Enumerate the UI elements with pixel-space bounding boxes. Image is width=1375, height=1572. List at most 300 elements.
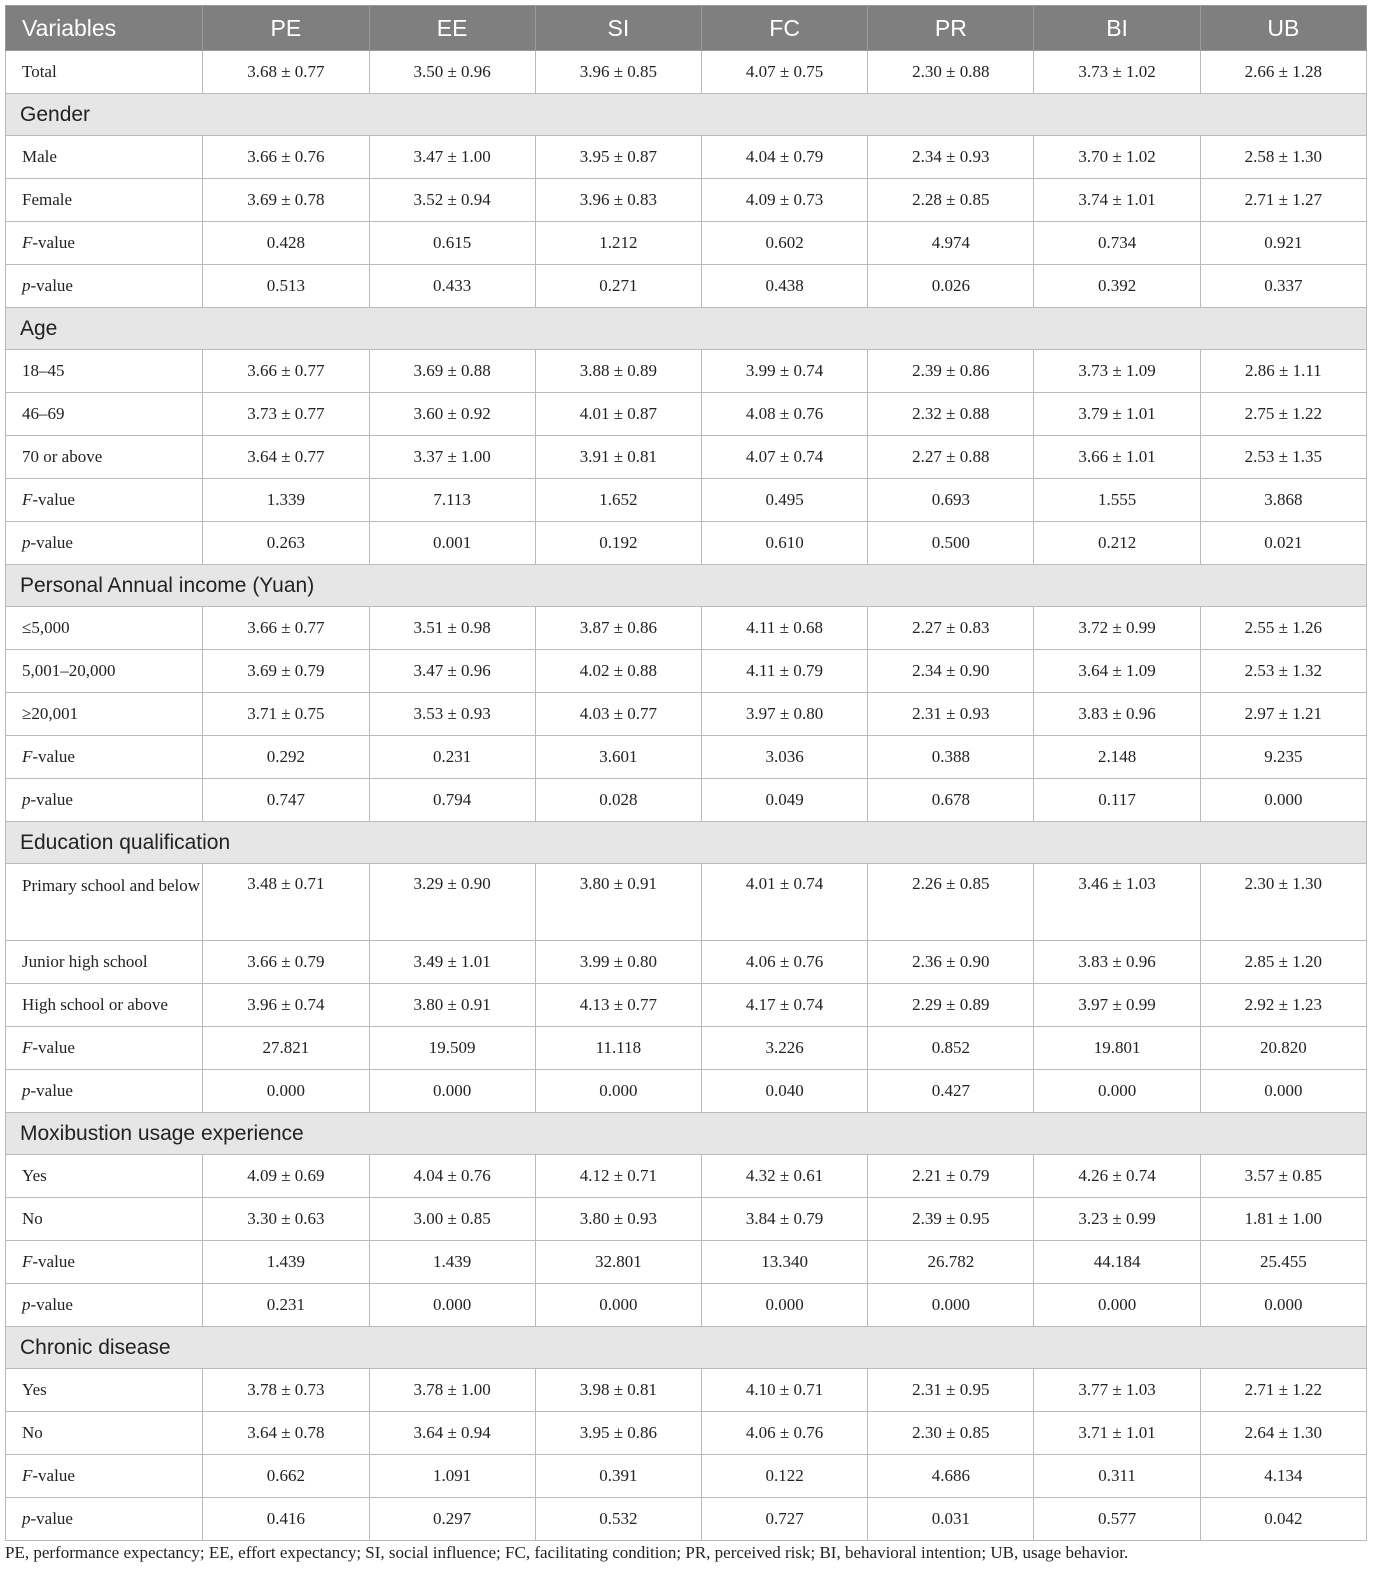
- cell-pr: 2.31 ± 0.95: [868, 1369, 1034, 1412]
- cell-ub: 3.868: [1200, 479, 1366, 522]
- table-row: [6, 436, 1367, 479]
- cell-pr: 0.388: [868, 736, 1034, 779]
- cell-si: 3.98 ± 0.81: [535, 1369, 701, 1412]
- cell-pe: 1.439: [203, 1241, 369, 1284]
- cell-ub: 2.85 ± 1.20: [1200, 941, 1366, 984]
- cell-ub: 2.71 ± 1.22: [1200, 1369, 1366, 1412]
- cell-bi: 3.83 ± 0.96: [1034, 693, 1200, 736]
- cell-pe: 3.69 ± 0.79: [203, 650, 369, 693]
- cell-ee: 3.37 ± 1.00: [369, 436, 535, 479]
- cell-ub: 1.81 ± 1.00: [1200, 1198, 1366, 1241]
- row-label: [6, 522, 203, 565]
- stat-symbol: p: [22, 1081, 31, 1100]
- row-label: [6, 1027, 203, 1070]
- stat-suffix: -value: [30, 533, 73, 552]
- table-row: [6, 393, 1367, 436]
- cell-ub: 2.86 ± 1.11: [1200, 350, 1366, 393]
- row-label: 18–45: [6, 350, 203, 393]
- cell-pe: 3.69 ± 0.78: [203, 179, 369, 222]
- section-title: Personal Annual income (Yuan): [6, 565, 1367, 607]
- cell-pr: 2.34 ± 0.90: [868, 650, 1034, 693]
- cell-ub: 2.30 ± 1.30: [1200, 864, 1366, 941]
- cell-pe: 0.662: [203, 1455, 369, 1498]
- stat-symbol: p: [22, 533, 31, 552]
- cell-fc: 0.049: [701, 779, 867, 822]
- stat-suffix: -value: [30, 276, 73, 295]
- cell-fc: 3.036: [701, 736, 867, 779]
- section-row: [6, 822, 1367, 864]
- cell-pr: 2.30 ± 0.85: [868, 1412, 1034, 1455]
- cell-pr: 0.678: [868, 779, 1034, 822]
- cell-pe: 27.821: [203, 1027, 369, 1070]
- table-body: [6, 51, 1367, 1541]
- cell-ub: 2.71 ± 1.27: [1200, 179, 1366, 222]
- row-label: [6, 1284, 203, 1327]
- cell-pe: 3.30 ± 0.63: [203, 1198, 369, 1241]
- header-ub: UB: [1200, 6, 1366, 51]
- table-row: [6, 51, 1367, 94]
- cell-pe: 0.513: [203, 265, 369, 308]
- cell-fc: 4.09 ± 0.73: [701, 179, 867, 222]
- table-row: [6, 607, 1367, 650]
- cell-ub: 0.921: [1200, 222, 1366, 265]
- stat-suffix: -value: [30, 1081, 73, 1100]
- section-title: Age: [6, 308, 1367, 350]
- row-label: Primary school and below: [6, 864, 203, 941]
- cell-bi: 3.77 ± 1.03: [1034, 1369, 1200, 1412]
- header-pe: PE: [203, 6, 369, 51]
- row-label: Female: [6, 179, 203, 222]
- cell-pr: 2.34 ± 0.93: [868, 136, 1034, 179]
- section-row: [6, 1327, 1367, 1369]
- cell-ee: 3.80 ± 0.91: [369, 984, 535, 1027]
- header-bi: BI: [1034, 6, 1200, 51]
- row-label: [6, 265, 203, 308]
- cell-pr: 0.427: [868, 1070, 1034, 1113]
- cell-ub: 3.57 ± 0.85: [1200, 1155, 1366, 1198]
- cell-bi: 0.000: [1034, 1070, 1200, 1113]
- cell-si: 4.01 ± 0.87: [535, 393, 701, 436]
- cell-si: 3.80 ± 0.91: [535, 864, 701, 941]
- header-si: SI: [535, 6, 701, 51]
- cell-ee: 3.78 ± 1.00: [369, 1369, 535, 1412]
- cell-fc: 3.97 ± 0.80: [701, 693, 867, 736]
- cell-fc: 0.040: [701, 1070, 867, 1113]
- cell-si: 4.13 ± 0.77: [535, 984, 701, 1027]
- cell-bi: 0.311: [1034, 1455, 1200, 1498]
- row-label: No: [6, 1198, 203, 1241]
- cell-bi: 0.577: [1034, 1498, 1200, 1541]
- table-row: [6, 222, 1367, 265]
- cell-pr: 2.26 ± 0.85: [868, 864, 1034, 941]
- stat-suffix: -value: [32, 490, 75, 509]
- cell-ub: 0.021: [1200, 522, 1366, 565]
- cell-bi: 0.212: [1034, 522, 1200, 565]
- cell-ee: 7.113: [369, 479, 535, 522]
- statistics-table: [5, 5, 1367, 1541]
- cell-pe: 0.263: [203, 522, 369, 565]
- cell-ee: 3.49 ± 1.01: [369, 941, 535, 984]
- table-header: [6, 6, 1367, 51]
- cell-bi: 0.734: [1034, 222, 1200, 265]
- cell-pe: 1.339: [203, 479, 369, 522]
- table-row: [6, 1070, 1367, 1113]
- cell-fc: 0.610: [701, 522, 867, 565]
- cell-pe: 3.73 ± 0.77: [203, 393, 369, 436]
- cell-ub: 0.000: [1200, 1070, 1366, 1113]
- row-label: Total: [6, 51, 203, 94]
- cell-si: 0.192: [535, 522, 701, 565]
- cell-pe: 4.09 ± 0.69: [203, 1155, 369, 1198]
- cell-bi: 0.000: [1034, 1284, 1200, 1327]
- table-row: [6, 350, 1367, 393]
- cell-fc: 4.06 ± 0.76: [701, 941, 867, 984]
- header-fc: FC: [701, 6, 867, 51]
- cell-si: 0.000: [535, 1070, 701, 1113]
- cell-pe: 0.747: [203, 779, 369, 822]
- table-row: [6, 1369, 1367, 1412]
- cell-bi: 44.184: [1034, 1241, 1200, 1284]
- cell-fc: 13.340: [701, 1241, 867, 1284]
- table-row: [6, 1412, 1367, 1455]
- cell-fc: 4.11 ± 0.68: [701, 607, 867, 650]
- row-label: Yes: [6, 1155, 203, 1198]
- cell-ee: 0.297: [369, 1498, 535, 1541]
- cell-pe: 3.78 ± 0.73: [203, 1369, 369, 1412]
- cell-ee: 0.001: [369, 522, 535, 565]
- cell-ee: 1.091: [369, 1455, 535, 1498]
- cell-ee: 3.50 ± 0.96: [369, 51, 535, 94]
- cell-ub: 2.55 ± 1.26: [1200, 607, 1366, 650]
- cell-bi: 0.392: [1034, 265, 1200, 308]
- table-row: [6, 864, 1367, 941]
- cell-pr: 2.31 ± 0.93: [868, 693, 1034, 736]
- stat-suffix: -value: [30, 1509, 73, 1528]
- cell-pe: 3.71 ± 0.75: [203, 693, 369, 736]
- cell-si: 0.532: [535, 1498, 701, 1541]
- cell-ee: 3.53 ± 0.93: [369, 693, 535, 736]
- cell-ee: 0.794: [369, 779, 535, 822]
- cell-si: 11.118: [535, 1027, 701, 1070]
- cell-bi: 2.148: [1034, 736, 1200, 779]
- cell-ee: 19.509: [369, 1027, 535, 1070]
- row-label: [6, 1455, 203, 1498]
- cell-pe: 3.64 ± 0.78: [203, 1412, 369, 1455]
- cell-pr: 2.21 ± 0.79: [868, 1155, 1034, 1198]
- cell-si: 3.95 ± 0.87: [535, 136, 701, 179]
- cell-pe: 3.66 ± 0.77: [203, 350, 369, 393]
- cell-ub: 2.64 ± 1.30: [1200, 1412, 1366, 1455]
- cell-si: 1.652: [535, 479, 701, 522]
- cell-pe: 3.96 ± 0.74: [203, 984, 369, 1027]
- cell-bi: 3.73 ± 1.09: [1034, 350, 1200, 393]
- table-row: [6, 179, 1367, 222]
- cell-fc: 4.10 ± 0.71: [701, 1369, 867, 1412]
- cell-pr: 4.686: [868, 1455, 1034, 1498]
- cell-si: 3.80 ± 0.93: [535, 1198, 701, 1241]
- cell-si: 0.271: [535, 265, 701, 308]
- row-label: [6, 1498, 203, 1541]
- cell-fc: 4.32 ± 0.61: [701, 1155, 867, 1198]
- cell-fc: 4.01 ± 0.74: [701, 864, 867, 941]
- cell-ee: 4.04 ± 0.76: [369, 1155, 535, 1198]
- cell-bi: 3.74 ± 1.01: [1034, 179, 1200, 222]
- section-row: [6, 308, 1367, 350]
- cell-ub: 4.134: [1200, 1455, 1366, 1498]
- cell-fc: 0.438: [701, 265, 867, 308]
- header-ee: EE: [369, 6, 535, 51]
- cell-pe: 0.416: [203, 1498, 369, 1541]
- cell-fc: 4.06 ± 0.76: [701, 1412, 867, 1455]
- stat-symbol: p: [22, 1295, 31, 1314]
- cell-ub: 2.58 ± 1.30: [1200, 136, 1366, 179]
- cell-fc: 3.99 ± 0.74: [701, 350, 867, 393]
- cell-fc: 0.122: [701, 1455, 867, 1498]
- cell-si: 3.88 ± 0.89: [535, 350, 701, 393]
- cell-ub: 0.000: [1200, 779, 1366, 822]
- cell-ee: 3.47 ± 1.00: [369, 136, 535, 179]
- row-label: Junior high school: [6, 941, 203, 984]
- cell-pr: 2.27 ± 0.83: [868, 607, 1034, 650]
- cell-si: 4.03 ± 0.77: [535, 693, 701, 736]
- header-row: [6, 6, 1367, 51]
- cell-pr: 2.32 ± 0.88: [868, 393, 1034, 436]
- table-footnote: PE, performance expectancy; EE, effort expectancy; SI, social influence; FC, facilitating condition; PR, perceived risk; BI, behavioral intention; UB, usage behavior.: [5, 1543, 1129, 1562]
- cell-fc: 4.08 ± 0.76: [701, 393, 867, 436]
- stat-symbol: F: [22, 1466, 33, 1485]
- cell-ub: 2.53 ± 1.32: [1200, 650, 1366, 693]
- cell-fc: 4.07 ± 0.75: [701, 51, 867, 94]
- row-label: [6, 1241, 203, 1284]
- cell-si: 32.801: [535, 1241, 701, 1284]
- cell-pe: 3.64 ± 0.77: [203, 436, 369, 479]
- row-label: 70 or above: [6, 436, 203, 479]
- stat-symbol: p: [22, 276, 31, 295]
- cell-si: 3.96 ± 0.83: [535, 179, 701, 222]
- cell-si: 0.028: [535, 779, 701, 822]
- cell-fc: 0.602: [701, 222, 867, 265]
- stat-symbol: F: [22, 1038, 33, 1057]
- cell-si: 3.95 ± 0.86: [535, 1412, 701, 1455]
- cell-si: 3.87 ± 0.86: [535, 607, 701, 650]
- cell-ub: 2.75 ± 1.22: [1200, 393, 1366, 436]
- cell-fc: 0.495: [701, 479, 867, 522]
- cell-pr: 0.852: [868, 1027, 1034, 1070]
- table-row: [6, 522, 1367, 565]
- cell-bi: 3.70 ± 1.02: [1034, 136, 1200, 179]
- cell-ee: 3.52 ± 0.94: [369, 179, 535, 222]
- cell-ub: 20.820: [1200, 1027, 1366, 1070]
- section-title: Gender: [6, 94, 1367, 136]
- cell-ub: 2.66 ± 1.28: [1200, 51, 1366, 94]
- cell-si: 1.212: [535, 222, 701, 265]
- cell-bi: 0.117: [1034, 779, 1200, 822]
- row-label: [6, 1070, 203, 1113]
- cell-bi: 3.97 ± 0.99: [1034, 984, 1200, 1027]
- stat-suffix: -value: [32, 233, 75, 252]
- cell-fc: 3.226: [701, 1027, 867, 1070]
- cell-ee: 3.69 ± 0.88: [369, 350, 535, 393]
- section-title: Education qualification: [6, 822, 1367, 864]
- row-label: ≤5,000: [6, 607, 203, 650]
- cell-si: 4.12 ± 0.71: [535, 1155, 701, 1198]
- table-row: [6, 779, 1367, 822]
- table-row: [6, 1241, 1367, 1284]
- cell-ub: 0.337: [1200, 265, 1366, 308]
- cell-bi: 3.23 ± 0.99: [1034, 1198, 1200, 1241]
- table-row: [6, 941, 1367, 984]
- cell-ee: 3.47 ± 0.96: [369, 650, 535, 693]
- table-row: [6, 736, 1367, 779]
- row-label: 46–69: [6, 393, 203, 436]
- cell-si: 4.02 ± 0.88: [535, 650, 701, 693]
- cell-bi: 3.71 ± 1.01: [1034, 1412, 1200, 1455]
- cell-fc: 4.07 ± 0.74: [701, 436, 867, 479]
- cell-pr: 2.39 ± 0.95: [868, 1198, 1034, 1241]
- cell-ub: 2.97 ± 1.21: [1200, 693, 1366, 736]
- cell-ub: 0.000: [1200, 1284, 1366, 1327]
- table-row: [6, 1198, 1367, 1241]
- stat-symbol: p: [22, 1509, 31, 1528]
- cell-ub: 2.53 ± 1.35: [1200, 436, 1366, 479]
- cell-pe: 3.66 ± 0.79: [203, 941, 369, 984]
- stat-suffix: -value: [30, 1295, 73, 1314]
- cell-si: 3.96 ± 0.85: [535, 51, 701, 94]
- stat-suffix: -value: [32, 1466, 75, 1485]
- stat-symbol: F: [22, 490, 33, 509]
- cell-pr: 2.28 ± 0.85: [868, 179, 1034, 222]
- row-label: [6, 222, 203, 265]
- cell-ee: 1.439: [369, 1241, 535, 1284]
- cell-bi: 3.64 ± 1.09: [1034, 650, 1200, 693]
- row-label: Yes: [6, 1369, 203, 1412]
- stat-symbol: p: [22, 790, 31, 809]
- section-row: [6, 565, 1367, 607]
- header-variables: Variables: [6, 6, 203, 51]
- cell-ee: 3.64 ± 0.94: [369, 1412, 535, 1455]
- cell-pr: 26.782: [868, 1241, 1034, 1284]
- cell-pr: 0.000: [868, 1284, 1034, 1327]
- cell-bi: 19.801: [1034, 1027, 1200, 1070]
- cell-pr: 0.031: [868, 1498, 1034, 1541]
- cell-si: 3.601: [535, 736, 701, 779]
- row-label: 5,001–20,000: [6, 650, 203, 693]
- cell-ub: 9.235: [1200, 736, 1366, 779]
- row-label: Male: [6, 136, 203, 179]
- table-row: [6, 1027, 1367, 1070]
- cell-pr: 0.500: [868, 522, 1034, 565]
- cell-fc: 4.04 ± 0.79: [701, 136, 867, 179]
- cell-fc: 0.000: [701, 1284, 867, 1327]
- table-row: [6, 984, 1367, 1027]
- cell-bi: 3.83 ± 0.96: [1034, 941, 1200, 984]
- cell-ee: 3.00 ± 0.85: [369, 1198, 535, 1241]
- cell-ee: 0.000: [369, 1070, 535, 1113]
- cell-ee: 0.000: [369, 1284, 535, 1327]
- cell-si: 0.391: [535, 1455, 701, 1498]
- row-label: [6, 736, 203, 779]
- cell-fc: 4.17 ± 0.74: [701, 984, 867, 1027]
- cell-pr: 0.026: [868, 265, 1034, 308]
- cell-pe: 3.68 ± 0.77: [203, 51, 369, 94]
- cell-bi: 3.46 ± 1.03: [1034, 864, 1200, 941]
- cell-bi: 3.72 ± 0.99: [1034, 607, 1200, 650]
- table-row: [6, 1455, 1367, 1498]
- table-row: [6, 479, 1367, 522]
- cell-ub: 25.455: [1200, 1241, 1366, 1284]
- table-row: [6, 693, 1367, 736]
- cell-fc: 4.11 ± 0.79: [701, 650, 867, 693]
- cell-bi: 3.73 ± 1.02: [1034, 51, 1200, 94]
- cell-pe: 0.231: [203, 1284, 369, 1327]
- cell-pe: 3.66 ± 0.77: [203, 607, 369, 650]
- stat-symbol: F: [22, 747, 33, 766]
- cell-pe: 0.428: [203, 222, 369, 265]
- stat-suffix: -value: [32, 1252, 75, 1271]
- table-row: [6, 1284, 1367, 1327]
- cell-ee: 0.231: [369, 736, 535, 779]
- section-row: [6, 1113, 1367, 1155]
- table-row: [6, 1155, 1367, 1198]
- section-row: [6, 94, 1367, 136]
- cell-bi: 3.66 ± 1.01: [1034, 436, 1200, 479]
- cell-ee: 0.433: [369, 265, 535, 308]
- cell-pe: 3.48 ± 0.71: [203, 864, 369, 941]
- cell-pr: 0.693: [868, 479, 1034, 522]
- cell-pr: 2.30 ± 0.88: [868, 51, 1034, 94]
- cell-pr: 2.29 ± 0.89: [868, 984, 1034, 1027]
- cell-fc: 3.84 ± 0.79: [701, 1198, 867, 1241]
- cell-ee: 3.60 ± 0.92: [369, 393, 535, 436]
- table-row: [6, 650, 1367, 693]
- cell-pr: 4.974: [868, 222, 1034, 265]
- stat-symbol: F: [22, 1252, 33, 1271]
- stat-suffix: -value: [30, 790, 73, 809]
- cell-fc: 0.727: [701, 1498, 867, 1541]
- row-label: [6, 779, 203, 822]
- cell-si: 0.000: [535, 1284, 701, 1327]
- cell-bi: 3.79 ± 1.01: [1034, 393, 1200, 436]
- cell-si: 3.99 ± 0.80: [535, 941, 701, 984]
- cell-pr: 2.39 ± 0.86: [868, 350, 1034, 393]
- cell-pe: 0.292: [203, 736, 369, 779]
- row-label: [6, 479, 203, 522]
- cell-si: 3.91 ± 0.81: [535, 436, 701, 479]
- table-row: [6, 265, 1367, 308]
- cell-pe: 0.000: [203, 1070, 369, 1113]
- stat-suffix: -value: [32, 747, 75, 766]
- cell-ub: 2.92 ± 1.23: [1200, 984, 1366, 1027]
- stat-suffix: -value: [32, 1038, 75, 1057]
- table-row: [6, 1498, 1367, 1541]
- cell-pr: 2.27 ± 0.88: [868, 436, 1034, 479]
- cell-ee: 0.615: [369, 222, 535, 265]
- stat-symbol: F: [22, 233, 33, 252]
- cell-bi: 1.555: [1034, 479, 1200, 522]
- section-title: Moxibustion usage experience: [6, 1113, 1367, 1155]
- row-label: No: [6, 1412, 203, 1455]
- section-title: Chronic disease: [6, 1327, 1367, 1369]
- row-label: ≥20,001: [6, 693, 203, 736]
- table-row: [6, 136, 1367, 179]
- row-label: High school or above: [6, 984, 203, 1027]
- cell-ee: 3.29 ± 0.90: [369, 864, 535, 941]
- header-pr: PR: [868, 6, 1034, 51]
- cell-ub: 0.042: [1200, 1498, 1366, 1541]
- cell-ee: 3.51 ± 0.98: [369, 607, 535, 650]
- cell-pe: 3.66 ± 0.76: [203, 136, 369, 179]
- cell-bi: 4.26 ± 0.74: [1034, 1155, 1200, 1198]
